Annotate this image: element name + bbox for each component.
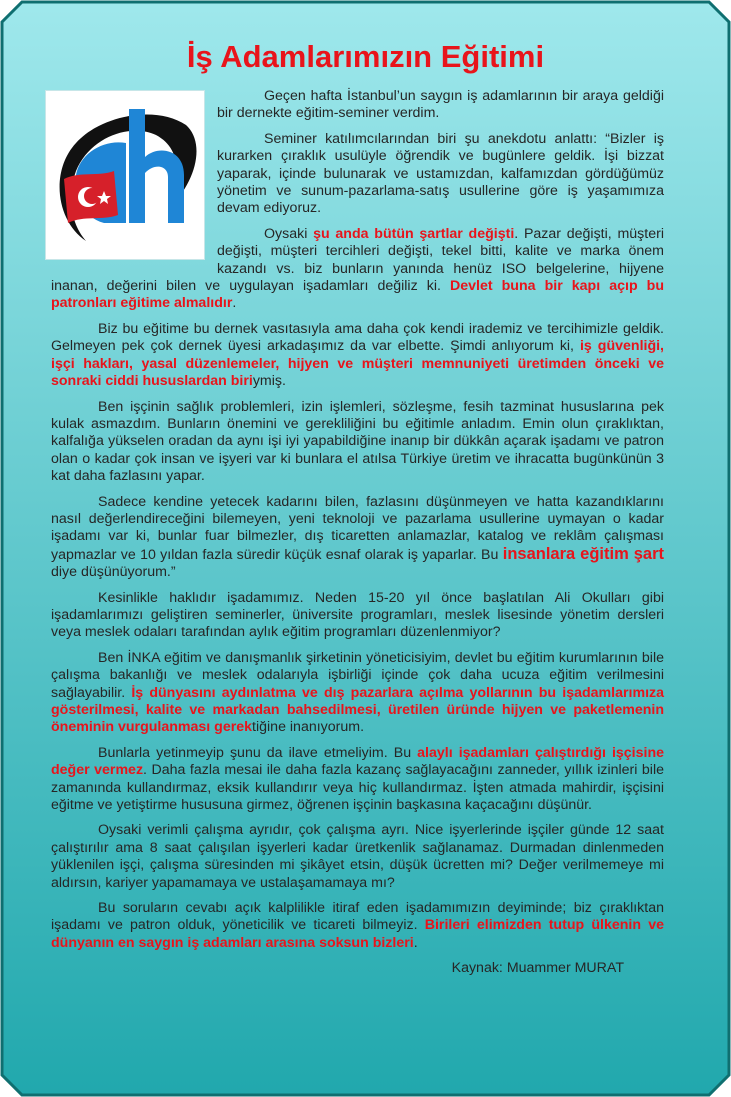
highlighted-text: İş dünyasını aydınlatma ve dış pazarlara açılma yollarının bu işadamlarımıza gösterilmesi, kalite ve markadan bahsedilmesi, üretilen üründe hijyen ve paketlemenin öneminin vurgulanması gerek bbox=[51, 684, 664, 736]
paragraph-text: Oysaki verimli çalışma ayrıdır, çok çalışma ayrı. Nice işyerlerinde işçiler günde 12 saat çalıştırılır ama 8 saat çalışılan işyerleri kadar üretkenlik sağlanamaz. Durmadan dinlenmeden yüklenilen işçi, çalışma süresinden mi şikâyet etsin, düşük ücretten mi? Değer verilmemeye mi aldırsın, kariyer yapamamaya ve ustalaşamamaya mı? bbox=[51, 822, 664, 891]
highlighted-text: alaylı işadamları çalıştırdığı işçisine değer vermez bbox=[51, 744, 665, 779]
highlighted-text: şu anda bütün şartlar değişti bbox=[313, 225, 515, 242]
highlighted-text: Birileri elimizden tutup ülkenin ve dünyanın en saygın iş adamları arasına soksun bizleri bbox=[51, 917, 664, 951]
page-title: İş Adamlarımızın Eğitimi bbox=[186, 39, 545, 74]
paragraph-text: Geçen hafta İstanbul’un saygın iş adamlarının bir araya geldiği bir dernekte eğitim-seminer verdim. bbox=[217, 88, 664, 122]
paragraph-text: . Daha fazla mesai ile daha fazla kazanç sağlayacağını zanneder, yıllık izinleri bile zamanında kullandırmaz, eksik kullandırır veya hiç kullandırmaz. İşten atmada mahirdir, işçisini eğitme ve yetiştirme hususuna girmez, öğrenen işçinin başkasına kaçacağını düşünür. bbox=[51, 762, 664, 814]
paragraph-text: ymiş. bbox=[252, 373, 286, 390]
article bbox=[51, 38, 664, 986]
paragraph-text: . bbox=[413, 934, 418, 951]
paragraph bbox=[51, 590, 664, 642]
paragraph bbox=[51, 494, 664, 582]
highlighted-text: insanlara eğitim şart bbox=[502, 544, 664, 563]
highlighted-text: Devlet buna bir kapı açıp bu patronları eğitime almalıdır bbox=[51, 278, 665, 312]
paragraph-text: Ben işçinin sağlık problemleri, izin işlemleri, sözleşme, fesih tazminat hususlarına pek kulak asmazdım. Bunların önemini ve gerekliliğini bu eğitimle anladım. Emin olun çıraklıktan, kalfalığa yükselen oradan da aynı işi iyi yapabildiğine inanıp bir dükkân açarak işadamı ve patron olan o kadar çok insan ve işyeri var ki bunlara el atılsa Türkiye üretim ve ihracatta bugünkünün 3 kat daha fazlasını yapar. bbox=[51, 398, 664, 485]
logo-h-arch bbox=[145, 151, 184, 223]
paragraph-text: Biz bu eğitime bu dernek vasıtasıyla ama daha çok kendi irademiz ve tercihimizle geldik. Gelmeyen pek çok dernek üyesi arkadaşımız da var elbette. Şimdi anlıyorum ki, bbox=[51, 320, 664, 355]
dh-logo-icon bbox=[46, 91, 204, 259]
paragraph bbox=[51, 321, 664, 391]
paragraph-text: . Pazar değişti, müşteri değişti, müşteri tercihleri değişti, tekel bitti, kalite ve marka önem kazandı vs. biz bunların yanında henüz ISO belgelerine, hijyene inanan, değerini bilen ve uygulayan işadamları değiliz ki. bbox=[51, 225, 664, 295]
highlighted-text: iş güvenliği, işçi hakları, yasal düzenlemeler, hijyen ve müşteri memnuniyeti üretimden önceki ve sonraki ciddi hususlardan biri bbox=[51, 338, 664, 390]
paragraph-text: Kesinlikle haklıdır işadamımız. Neden 15-20 yıl önce başlatılan Ali Okulları gibi işadamlarımızı geliştiren seminerler, üniversite programları, meslek lisesinde yönetim dersleri veya meslek odaları tarafından aylık eğitim programları düzenlenmiyor? bbox=[51, 589, 664, 641]
paragraph-text: . bbox=[232, 295, 237, 312]
paragraph-text: diye düşünüyorum.” bbox=[51, 564, 176, 581]
paragraph-text: Oysaki bbox=[264, 225, 314, 242]
source-credit: Kaynak: Muammer MURAT bbox=[451, 960, 624, 977]
paragraph bbox=[51, 822, 664, 892]
paragraph-text: Sadece kendine yetecek kadarını bilen, fazlasını düşünmeyen ve hatta kazandıklarını nasıl değerlendireceğini bilemeyen, yeni teknoloji ve pazarlama usullerine uymayan o kadar işadamı var ki, bunlar fuar bilmezler, dış ticaretten anlamazlar, katalog ve reklâm çalışması yapmazlar ve 10 yıldan fazla süredir küçük esnaf olarak iş yaparlar. Bu bbox=[51, 493, 664, 563]
logo bbox=[45, 90, 205, 260]
logo-h-stem bbox=[129, 109, 145, 223]
paragraph bbox=[51, 745, 664, 815]
paragraph bbox=[51, 399, 664, 486]
paragraph bbox=[51, 900, 664, 952]
paragraph bbox=[51, 650, 664, 737]
paragraph-text: Bunlarla yetinmeyip şunu da ilave etmeliyim. Bu bbox=[98, 744, 418, 761]
paragraph-text: Ben İNKA eğitim ve danışmanlık şirketinin yöneticisiyim, devlet bu eğitim kurumlarının bile çalışma bakanlığı ve meslek odalarıyla işbirliği içinde çok daha ucuza eğitim verilmesini sağlayabilir. bbox=[51, 649, 664, 701]
paragraph-text: Seminer katılımcılarından biri şu anekdotu anlattı: “Bizler iş kurarken çıraklık usulüyle öğrendik ve bugünlere geldik. İşi bizzat yaparak, içinde bulunarak ve ustamızdan, kalfamızdan gördüğümüz yönetim ve sunum-pazarlama-satış usullerine göre iş yaşamımıza devam ediyoruz. bbox=[217, 130, 664, 217]
paragraph-text: tiğine inanıyorum. bbox=[252, 719, 365, 736]
paragraph-text: Bu soruların cevabı açık kalplilikle itiraf eden işadamımızın deyiminde; biz çıraklıktan işadamı ve patron olduk, yöneticilik ve ticareti bilmeyiz. bbox=[51, 900, 664, 934]
